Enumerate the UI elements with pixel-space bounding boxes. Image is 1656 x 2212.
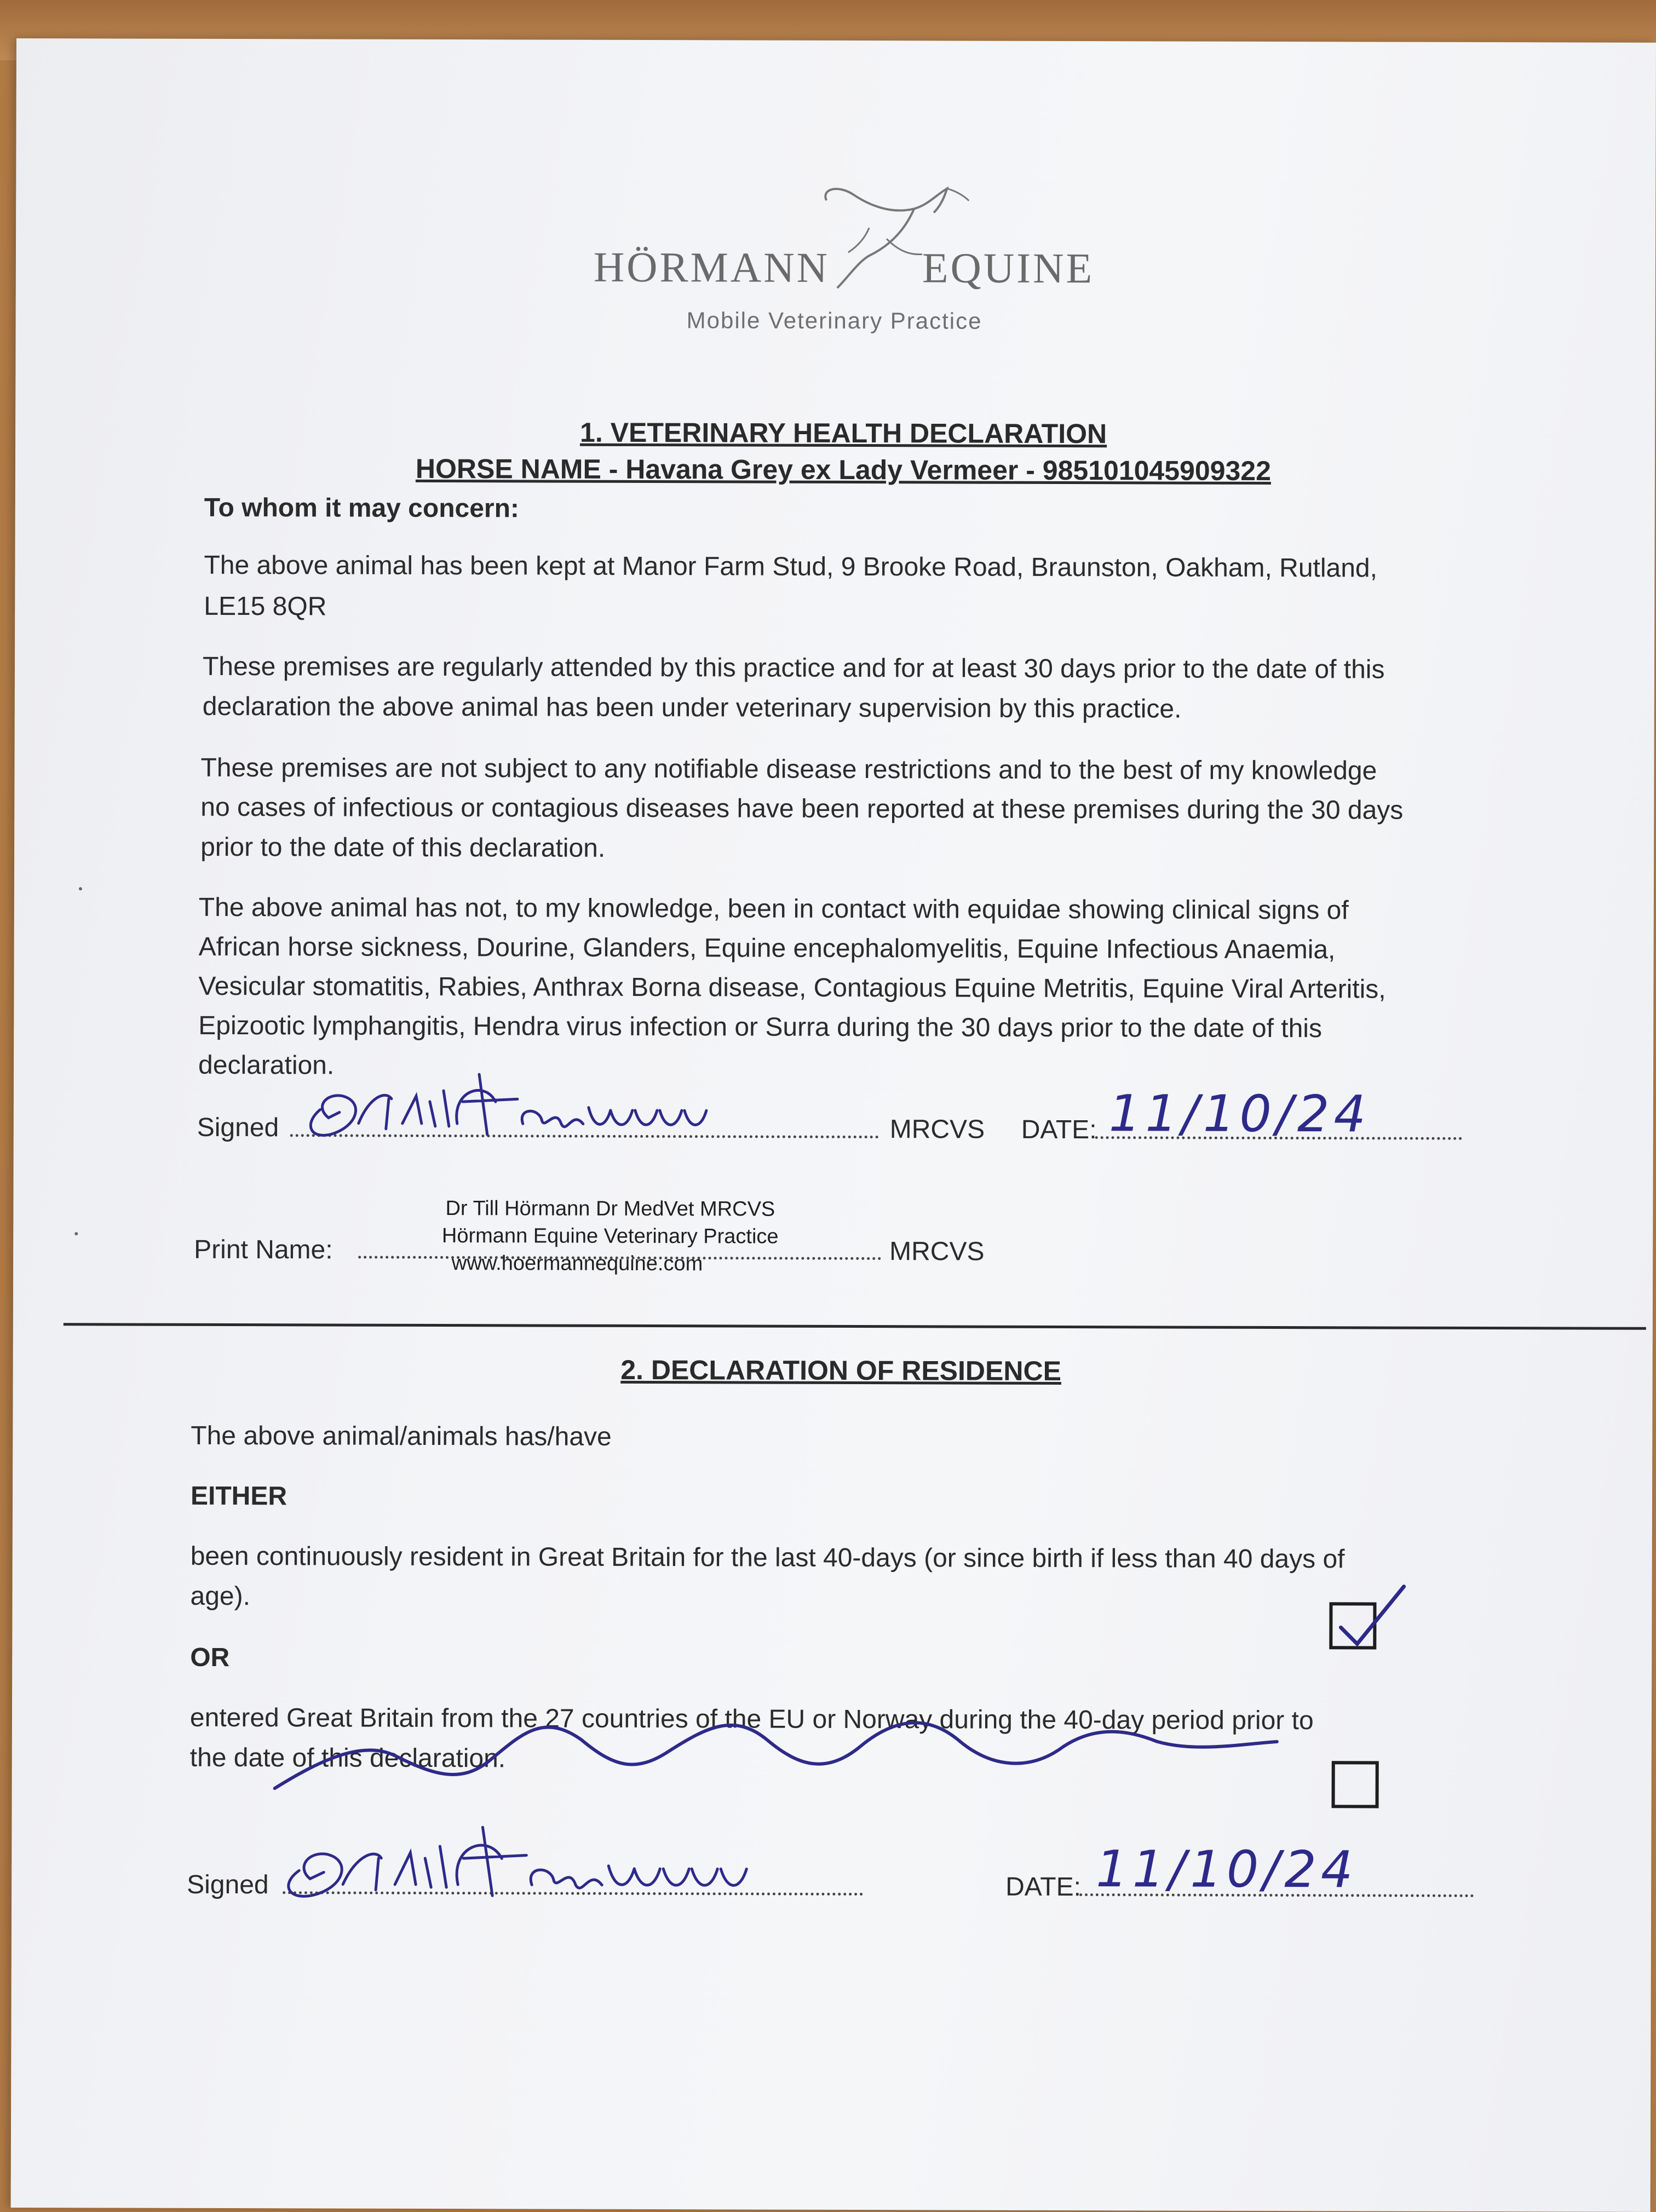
option2-line1: entered Great Britain from the 27 countries of the EU or Norway during the 40-day period prior to bbox=[189, 1703, 1314, 1736]
para2-line2: declaration the above animal has been under veterinary supervision by this practice. bbox=[202, 692, 1182, 724]
signature bbox=[298, 1057, 748, 1151]
either-label: EITHER bbox=[190, 1481, 288, 1511]
para4-line3: Vesicular stomatitis, Rabies, Anthrax Borna disease, Contagious Equine Metritis, Equine Viral Arteritis, bbox=[198, 971, 1386, 1004]
para4-line4: Epizootic lymphangitis, Hendra virus infection or Surra during the 30 days prior to the date of this bbox=[198, 1011, 1323, 1044]
para1-line1: The above animal has been kept at Manor Farm Stud, 9 Brooke Road, Braunston, Oakham, Rutland, bbox=[204, 550, 1378, 583]
mrcvs-label: MRCVS bbox=[889, 1115, 985, 1144]
section2-heading: 2. DECLARATION OF RESIDENCE bbox=[620, 1354, 1062, 1387]
signature-2 bbox=[274, 1807, 811, 1913]
date-handwritten: 11/10/24 bbox=[1108, 1084, 1371, 1144]
para3-line2: no cases of infectious or contagious diseases have been reported at these premises during the 30 days bbox=[200, 792, 1404, 825]
para2-line1: These premises are regularly attended by this practice and for at least 30 days prior to the date of this bbox=[202, 652, 1385, 684]
option1-line2: age). bbox=[190, 1581, 251, 1611]
or-label: OR bbox=[190, 1643, 230, 1673]
para4-line5: declaration. bbox=[198, 1050, 335, 1080]
section-divider bbox=[64, 1323, 1646, 1330]
para1-line2: LE15 8QR bbox=[204, 591, 327, 621]
print-mrcvs-label: MRCVS bbox=[889, 1237, 985, 1266]
date-label: DATE: bbox=[1021, 1115, 1097, 1145]
signed-label: Signed bbox=[197, 1113, 279, 1143]
brand-name-right: EQUINE bbox=[922, 244, 1095, 292]
option1-line1: been continuously resident in Great Britain for the last 40-days (or since birth if less than 40 days of bbox=[190, 1541, 1345, 1574]
signed-label-2: Signed bbox=[187, 1870, 269, 1900]
salutation: To whom it may concern: bbox=[204, 493, 520, 523]
checkmark-icon bbox=[1327, 1575, 1436, 1663]
strikethrough-scribble bbox=[253, 1679, 1349, 1807]
residence-intro: The above animal/animals has/have bbox=[191, 1421, 612, 1451]
date-handwritten-2: 11/10/24 bbox=[1096, 1840, 1358, 1899]
para4-line1: The above animal has not, to my knowledge, been in contact with equidae showing clinical signs of bbox=[198, 892, 1349, 925]
para3-line1: These premises are not subject to any notifiable disease restrictions and to the best of my knowledge bbox=[200, 753, 1377, 786]
stamp-line1: Dr Till Hörmann Dr MedVet MRCVS bbox=[445, 1197, 775, 1221]
option2-line2: the date of this declaration. bbox=[189, 1743, 506, 1773]
print-name-label: Print Name: bbox=[194, 1235, 333, 1265]
brand-name-left: HÖRMANN bbox=[593, 243, 830, 291]
date-label-2: DATE: bbox=[1005, 1872, 1082, 1902]
option1-checkbox[interactable] bbox=[1329, 1602, 1376, 1649]
paper-speck bbox=[74, 1232, 78, 1235]
paper-speck bbox=[79, 887, 82, 890]
option2-checkbox[interactable] bbox=[1332, 1761, 1379, 1808]
stamp-line3: www.hoermannequine.com bbox=[451, 1252, 703, 1276]
para3-line3: prior to the date of this declaration. bbox=[200, 832, 606, 863]
horse-name-line: HORSE NAME - Havana Grey ex Lady Vermeer - 985101045909322 bbox=[415, 453, 1272, 487]
brand-subtitle: Mobile Veterinary Practice bbox=[686, 307, 982, 334]
para4-line2: African horse sickness, Dourine, Glanders, Equine encephalomyelitis, Equine Infectious Anaemia, bbox=[198, 932, 1336, 965]
stamp-line2: Hörmann Equine Veterinary Practice bbox=[441, 1224, 779, 1248]
document-page bbox=[11, 38, 1656, 2212]
practice-stamp bbox=[391, 1195, 829, 1278]
section1-heading: 1. VETERINARY HEALTH DECLARATION bbox=[579, 417, 1107, 450]
